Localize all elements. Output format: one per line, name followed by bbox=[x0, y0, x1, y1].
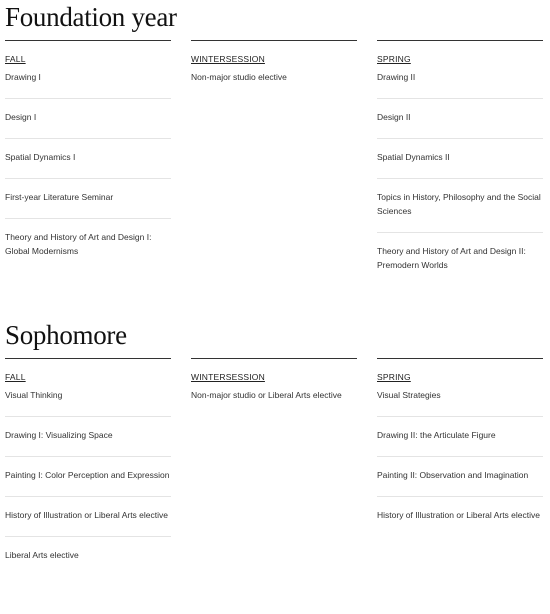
course-list bbox=[377, 385, 543, 536]
column-header-spring[interactable]: SPRING bbox=[377, 372, 411, 382]
section-title: Foundation year bbox=[5, 2, 177, 32]
column-header-fall[interactable]: FALL bbox=[5, 372, 26, 382]
course-list bbox=[5, 67, 171, 272]
section-title: Sophomore bbox=[5, 320, 127, 350]
column-header-spring[interactable]: SPRING bbox=[377, 54, 411, 64]
course-item: Liberal Arts elective bbox=[5, 550, 79, 560]
semester-columns bbox=[5, 36, 545, 296]
course-item: Non-major studio elective bbox=[191, 72, 287, 82]
section-sophomore bbox=[5, 318, 545, 614]
column-divider bbox=[377, 358, 543, 359]
column-header-wintersession[interactable]: WINTERSESSION bbox=[191, 54, 265, 64]
course-item: Spatial Dynamics I bbox=[5, 147, 171, 179]
column-wintersession bbox=[191, 358, 357, 416]
course-list bbox=[191, 67, 357, 98]
course-item: Drawing II bbox=[377, 67, 543, 99]
course-item: Drawing I: Visualizing Space bbox=[5, 425, 171, 457]
column-divider bbox=[191, 358, 357, 359]
course-list bbox=[5, 385, 171, 576]
column-spring bbox=[377, 40, 543, 286]
column-fall bbox=[5, 358, 171, 576]
course-item: Visual Strategies bbox=[377, 385, 543, 417]
section-foundation-year bbox=[5, 0, 545, 296]
course-item: Painting I: Color Perception and Expression bbox=[5, 465, 171, 497]
course-list bbox=[377, 67, 543, 286]
course-item: Visual Thinking bbox=[5, 385, 171, 417]
course-item: Drawing I bbox=[5, 67, 171, 99]
course-item: Spatial Dynamics II bbox=[377, 147, 543, 179]
column-fall bbox=[5, 40, 171, 272]
course-item: Painting II: Observation and Imagination bbox=[377, 465, 543, 497]
course-item: Topics in History, Philosophy and the Social Sciences bbox=[377, 187, 543, 233]
column-header-wintersession[interactable]: WINTERSESSION bbox=[191, 372, 265, 382]
course-item: Design II bbox=[377, 107, 543, 139]
course-item: First-year Literature Seminar bbox=[5, 187, 171, 219]
course-item: Theory and History of Art and Design I: Global Modernisms bbox=[5, 232, 152, 256]
column-divider bbox=[377, 40, 543, 41]
course-list bbox=[191, 385, 357, 416]
course-item: History of Illustration or Liberal Arts elective bbox=[377, 510, 540, 520]
semester-columns bbox=[5, 354, 545, 614]
column-header-fall[interactable]: FALL bbox=[5, 54, 26, 64]
course-item: Theory and History of Art and Design II: Premodern Worlds bbox=[377, 246, 526, 270]
course-item: Non-major studio or Liberal Arts elective bbox=[191, 390, 342, 400]
course-item: History of Illustration or Liberal Arts elective bbox=[5, 505, 171, 537]
column-divider bbox=[191, 40, 357, 41]
course-item: Design I bbox=[5, 107, 171, 139]
course-item: Drawing II: the Articulate Figure bbox=[377, 425, 543, 457]
column-divider bbox=[5, 358, 171, 359]
column-wintersession bbox=[191, 40, 357, 98]
column-spring bbox=[377, 358, 543, 536]
column-divider bbox=[5, 40, 171, 41]
